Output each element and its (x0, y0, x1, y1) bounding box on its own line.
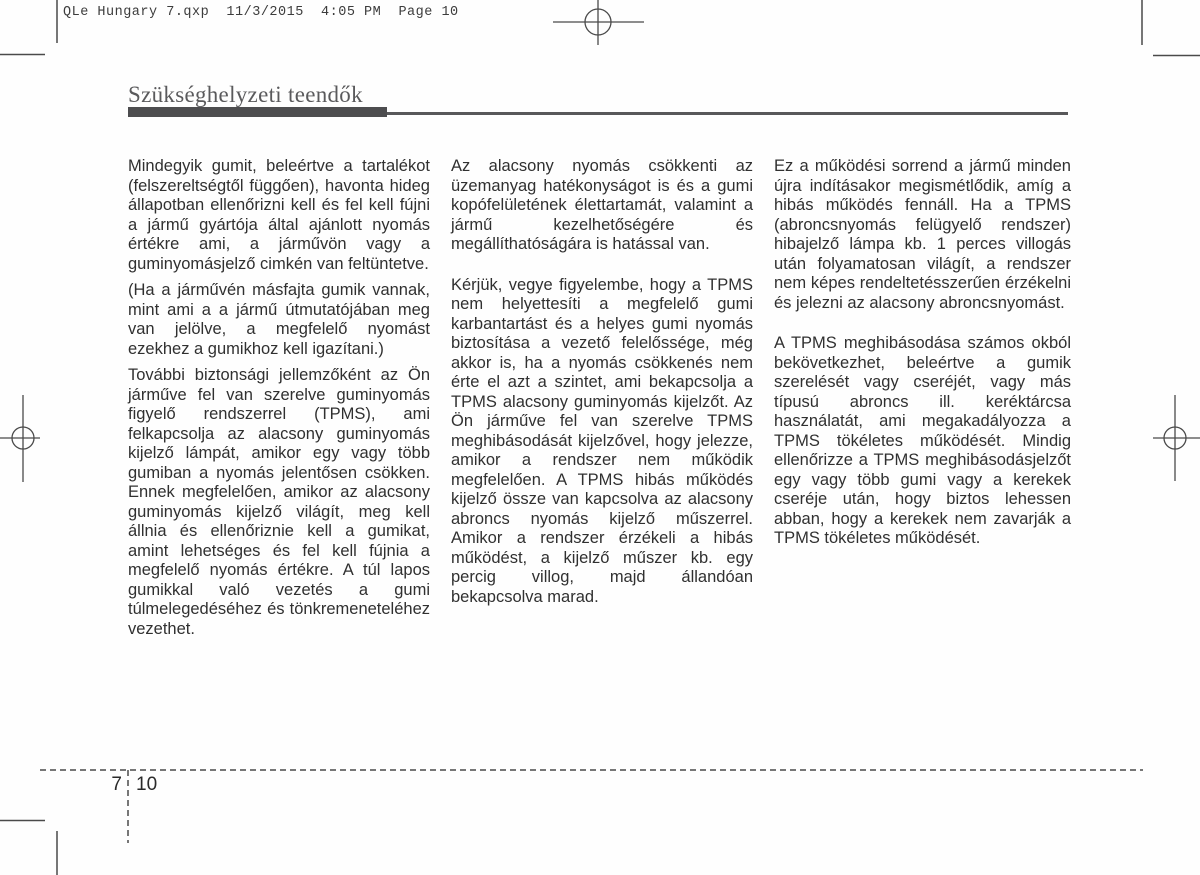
paragraph: A TPMS meghibásodása számos okból bekövetkezhet, beleértve a gumik szerelését vagy cseréjét, vagy más típusú abroncs ill. keréktárcsa használatát, ami megakadályozza a TPMS tökéletes működését. Mindig ellenőrizze a TPMS meghibásodásjelzőt egy vagy több gumi vagy a kerekek cseréje után, hogy biztos lehessen abban, hogy a kerekek nem zavarják a TPMS tökéletes működését. (774, 334, 1071, 547)
column-3 (774, 157, 1071, 646)
chapter-title: Szükséghelyzeti teendők (128, 82, 363, 107)
footer-chapter-number: 7 (111, 774, 122, 795)
paragraph: Ez a működési sorrend a jármű minden újra indításakor megismétlődik, amíg a hibás működés fennáll. Ha a TPMS (abroncsnyomás felügyelő rendszer) hibajelző lámpa kb. 1 perces villogás után folyamatosan világít, a rendszer nem képes rendeltetésszerűen érzékelni és jelezni az alacsony abroncsnyomást. (774, 157, 1071, 312)
registration-mark-left-middle (0, 395, 40, 482)
column-1 (128, 157, 430, 646)
paragraph: További biztonsági jellemzőként az Ön járműve fel van szerelve guminyomás figyelő rendszerrel (TPMS), ami felkapcsolja az alacsony guminyomás kijelző lámpát, amikor egy vagy több gumiban a nyomás jelentősen csökken. Ennek megfelelően, amikor az alacsony guminyomás kijelző világít, meg kell állnia és ellenőriznie kell a gumikat, amint lehetséges és fel kell fújnia a megfelelő nyomás értékre. A túl lapos gumikkal való vezetés a gumi túlmelegedéséhez és tönkremeneteléhez vezethet. (128, 366, 430, 638)
title-rule-thick (128, 107, 387, 117)
printer-slug-line: QLe Hungary 7.qxp 11/3/2015 4:05 PM Page 10 (63, 5, 459, 20)
body-columns (128, 157, 1071, 646)
column-2 (451, 157, 753, 646)
registration-mark-right-middle (1153, 395, 1200, 481)
paragraph: (Ha a járművén másfajta gumik vannak, mint ami a a jármű útmutatójában meg van jelölve, a megfelelő nyomást ezekhez a gumikhoz kell igazítani.) (128, 281, 430, 358)
paragraph: Mindegyik gumit, beleértve a tartalékot (felszereltségtől függően), havonta hideg állapotban ellenőrizni kell és fel kell fújni a jármű gyártója által ajánlott nyomás értékre ami, a járművön vagy a guminyomásjelző cimkén van feltüntetve. (128, 157, 430, 273)
paragraph: Az alacsony nyomás csökkenti az üzemanyag hatékonyságot is és a gumi kopófelületének élettartamát, valamint a jármű kezelhetőségére és megállíthatóságára is hatással van. (451, 157, 753, 253)
footer-page-number: 10 (136, 774, 1200, 875)
registration-mark-top-center (553, 0, 644, 45)
paragraph: Kérjük, vegye figyelembe, hogy a TPMS nem helyettesíti a megfelelő gumi karbantartást és a helyes gumi nyomás biztosítása a vezető felelőssége, még akkor is, ha a nyomás csökkenés nem érte el azt a szintet, ami bekapcsolja a TPMS alacsony guminyomás kijelzőt. Az Ön járműve fel van szerelve TPMS meghibásodását kijelzővel, hogy jelezze, amikor a rendszer nem működik megfelelően. A TPMS hibás működés kijelző össze van kapcsolva az alacsony abroncs nyomás kijelző műszerrel. Amikor a rendszer érzékeli a hibás működést, a kijelző műszer kb. egy percig villog, majd állandóan bekapcsolva marad. (451, 275, 753, 606)
